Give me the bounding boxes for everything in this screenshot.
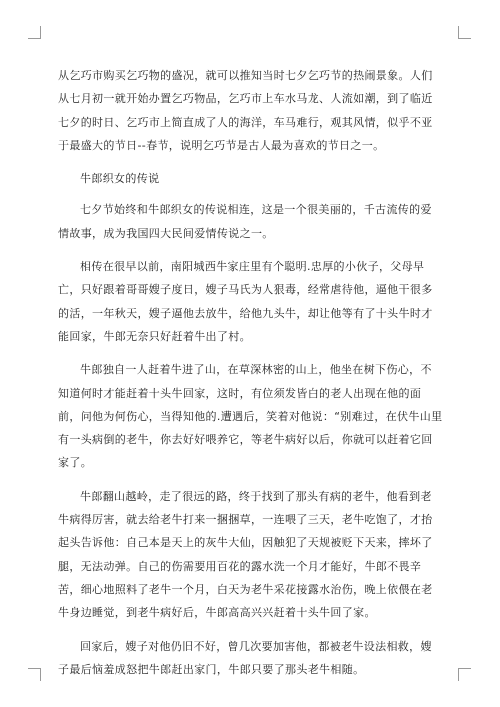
crop-mark-top-right (458, 26, 471, 39)
paragraph: 七夕节始终和牛郎织女的传说相连，这是一个很美丽的，千古流传的爱情故事，成为我国四大民间爱情传说之一。 (58, 203, 432, 240)
section-heading: 牛郎织女的传说 (80, 172, 160, 186)
crop-mark-top-left (28, 26, 41, 39)
crop-mark-bottom-left (28, 668, 41, 681)
paragraph: 从乞巧市购买乞巧物的盛况，就可以推知当时七夕乞巧节的热闹景象。人们从七月初一就开始办置乞巧物品，乞巧市上车水马龙、人流如潮，到了临近七夕的时日、乞巧市上简直成了人的海洋，车马难行，观其风情，似乎不亚于最盛大的节日--春节，说明乞巧节是古人最为喜欢的节日之一。 (58, 69, 433, 152)
paragraph: 相传在很早以前，南阳城西牛家庄里有个聪明.忠厚的小伙子，父母早亡，只好跟着哥哥嫂子度日，嫂子马氏为人狠毒，经常虐待他，逼他干很多的活，一年秋天，嫂子逼他去放牛，给他九头牛，却让他等有了十头牛时才能回家，牛郎无奈只好赶着牛出了村。 (58, 260, 433, 343)
paragraph: 回家后，嫂子对他仍旧不好，曾几次要加害他，都被老牛设法相救，嫂子最后恼羞成怒把牛郎赶出家门，牛郎只要了那头老牛相随。 (58, 639, 432, 676)
document-body (58, 64, 443, 691)
crop-mark-bottom-right (458, 668, 471, 681)
paragraph: 牛郎翻山越岭，走了很远的路，终于找到了那头有病的老牛，他看到老牛病得厉害，就去给老牛打来一捆捆草，一连喂了三天，老牛吃饱了，才抬起头告诉他：自己本是天上的灰牛大仙，因触犯了天规被贬下天来，摔坏了腿，无法动弹。自己的伤需要用百花的露水洗一个月才能好，牛郎不畏辛苦，细心地照料了老牛一个月，白天为老牛采花接露水治伤，晚上依偎在老牛身边睡觉，到老牛病好后，牛郎高高兴兴赶着十头牛回了家。 (58, 489, 433, 620)
paragraph: 牛郎独自一人赶着牛进了山，在草深林密的山上，他坐在树下伤心，不知道何时才能赶着十头牛回家，这时，有位须发皆白的老人出现在他的面前，问他为何伤心，当得知他的.遭遇后，笑着对他说：“别难过，在伏牛山里有一头病倒的老牛，你去好好喂养它，等老牛病好以后，你就可以赶着它回家了。 (58, 363, 443, 470)
